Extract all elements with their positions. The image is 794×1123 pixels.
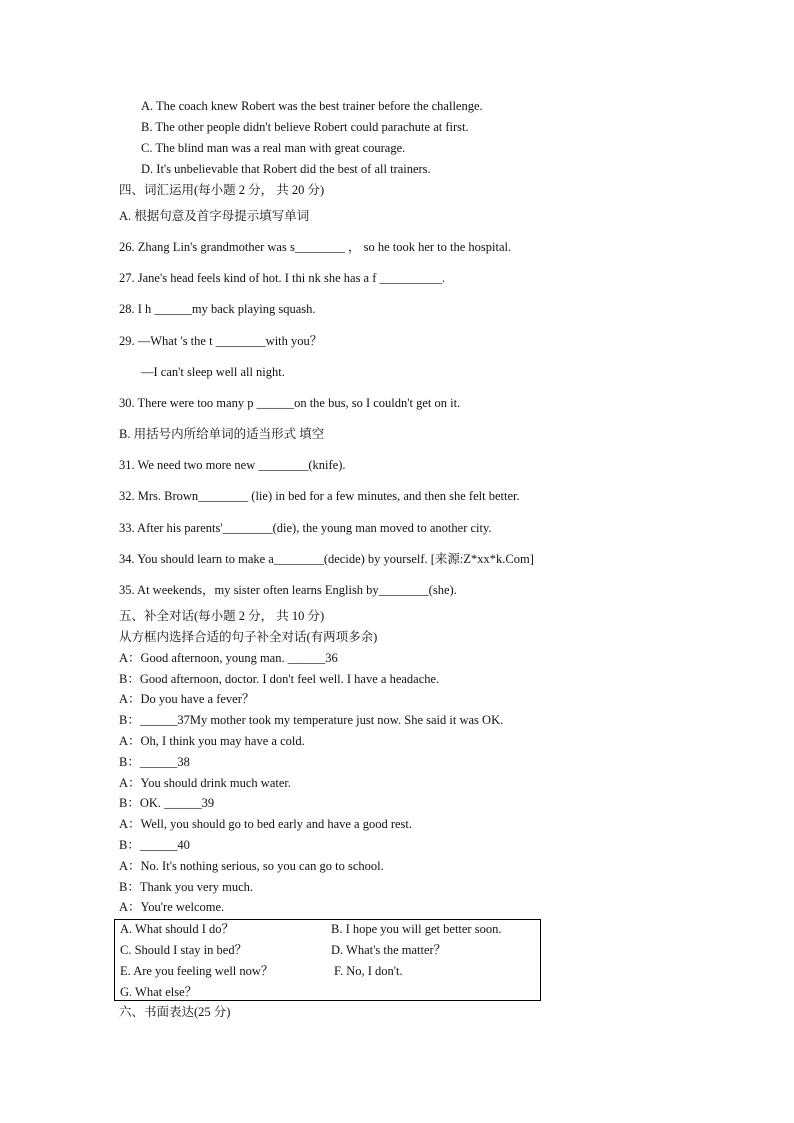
question-28: 28. I h ______my back playing squash. bbox=[119, 302, 316, 316]
choice-c: C. The blind man was a real man with great courage. bbox=[141, 141, 406, 155]
dialogue-line: B：______37My mother took my temperature just now. She said it was OK. bbox=[119, 713, 504, 727]
choice-d: D. It's unbelievable that Robert did the best of all trainers. bbox=[141, 162, 431, 176]
option-d: D. What's the matter？ bbox=[331, 943, 447, 957]
option-b: B. I hope you will get better soon. bbox=[331, 922, 502, 936]
dialogue-line: A：You should drink much water. bbox=[119, 776, 291, 790]
option-e: E. Are you feeling well now？ bbox=[120, 964, 274, 978]
option-a: A. What should I do？ bbox=[120, 922, 234, 936]
question-27: 27. Jane's head feels kind of hot. I thi nk she has a f __________. bbox=[119, 271, 446, 285]
question-29: 29. —What 's the t ________with you？ bbox=[119, 334, 323, 348]
question-34: 34. You should learn to make a________(decide) by yourself. [来源:Z*xx*k.Com] bbox=[119, 552, 534, 566]
question-29-response: —I can't sleep well all night. bbox=[141, 365, 285, 379]
dialogue-line: A：You're welcome. bbox=[119, 900, 225, 914]
question-31: 31. We need two more new ________(knife). bbox=[119, 458, 346, 472]
option-c: C. Should I stay in bed？ bbox=[120, 943, 248, 957]
dialogue-line: B：______38 bbox=[119, 755, 190, 769]
section5-instruction: 从方框内选择合适的句子补全对话(有两项多余) bbox=[119, 630, 378, 644]
dialogue-line: B：OK. ______39 bbox=[119, 796, 215, 810]
option-f: F. No, I don't. bbox=[334, 964, 403, 978]
dialogue-line: B：______40 bbox=[119, 838, 190, 852]
section5-heading: 五、补全对话(每小题 2 分， 共 10 分) bbox=[119, 609, 325, 623]
dialogue-line: A：No. It's nothing serious, so you can go to school. bbox=[119, 859, 384, 873]
dialogue-line: A：Good afternoon, young man. ______36 bbox=[119, 651, 338, 665]
option-g: G. What else？ bbox=[120, 985, 198, 999]
dialogue-line: A：Oh, I think you may have a cold. bbox=[119, 734, 305, 748]
dialogue-line: A：Do you have a fever？ bbox=[119, 692, 255, 706]
choice-b: B. The other people didn't believe Robert could parachute at first. bbox=[141, 120, 469, 134]
dialogue-line: A：Well, you should go to bed early and have a good rest. bbox=[119, 817, 413, 831]
question-30: 30. There were too many p ______on the bus, so I couldn't get on it. bbox=[119, 396, 461, 410]
section4-heading: 四、词汇运用(每小题 2 分， 共 20 分) bbox=[119, 183, 325, 197]
question-26: 26. Zhang Lin's grandmother was s________ ， so he took her to the hospital. bbox=[119, 240, 512, 254]
choice-a: A. The coach knew Robert was the best trainer before the challenge. bbox=[141, 99, 483, 113]
question-35: 35. At weekends，my sister often learns English by________(she). bbox=[119, 583, 457, 597]
dialogue-line: B：Good afternoon, doctor. I don't feel well. I have a headache. bbox=[119, 672, 440, 686]
section4-part-b: B. 用括号内所给单词的适当形式 填空 bbox=[119, 427, 325, 441]
question-32: 32. Mrs. Brown________ (lie) in bed for a few minutes, and then she felt better. bbox=[119, 489, 520, 503]
section6-heading: 六、书面表达(25 分) bbox=[119, 1005, 231, 1019]
section4-part-a: A. 根据句意及首字母提示填写单词 bbox=[119, 209, 310, 223]
dialogue-line: B：Thank you very much. bbox=[119, 880, 254, 894]
question-33: 33. After his parents'________(die), the young man moved to another city. bbox=[119, 521, 492, 535]
options-box bbox=[114, 919, 541, 1001]
